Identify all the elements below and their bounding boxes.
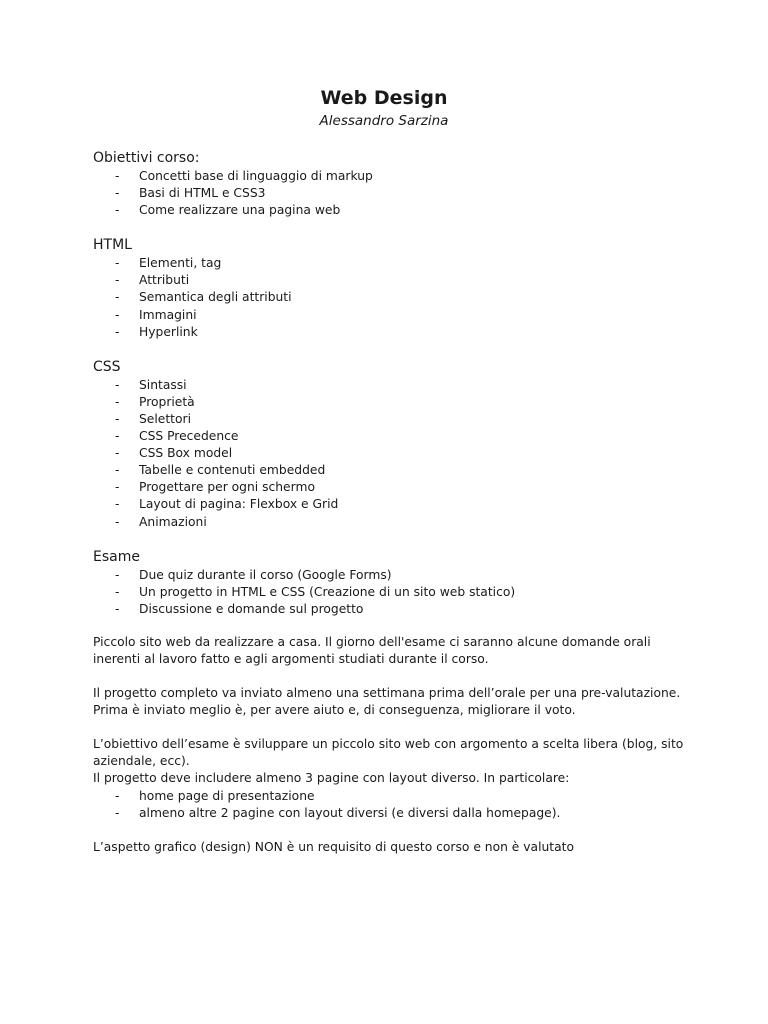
list-item: - Selettori (115, 411, 191, 426)
list-item: - Layout di pagina: Flexbox e Grid (115, 497, 339, 512)
section-esame (93, 547, 693, 618)
paragraph-invio-progetto (93, 685, 693, 719)
document-title: Web Design (320, 87, 448, 109)
list-item: - Come realizzare una pagina web (115, 203, 341, 218)
paragraph-text: L’obiettivo dell’esame è sviluppare un piccolo sito web con argomento a scelta libera (blog, sito aziendale, ecc). (93, 737, 684, 769)
requirements-list (93, 788, 693, 822)
paragraph-text: Il progetto deve includere almeno 3 pagine con layout diverso. In particolare: (93, 771, 570, 786)
section-list (93, 168, 693, 219)
list-item: - Basi di HTML e CSS3 (115, 186, 266, 201)
section-heading: HTML (93, 237, 132, 254)
section-heading: CSS (93, 358, 121, 375)
list-item: - Elementi, tag (115, 256, 222, 271)
list-item: - Attributi (115, 273, 190, 288)
list-item: - almeno altre 2 pagine con layout diversi (e diversi dalla homepage). (115, 805, 561, 820)
paragraph-text: Piccolo sito web da realizzare a casa. Il giorno dell'esame ci saranno alcune domande orali inerenti al lavoro fatto e agli argomenti studiati durante il corso. (93, 634, 651, 666)
list-item: - home page di presentazione (115, 788, 315, 803)
list-item: - Tabelle e contenuti embedded (115, 463, 326, 478)
section-html (93, 235, 693, 340)
paragraph-text: Il progetto completo va inviato almeno una settimana prima dell’orale per una pre-valutazione. Prima è inviato meglio è, per avere aiuto e, di conseguenza, migliorare il voto. (93, 686, 681, 718)
list-item: - Semantica degli attributi (115, 290, 292, 305)
list-item: - Progettare per ogni schermo (115, 480, 315, 495)
list-item: - CSS Precedence (115, 429, 239, 444)
list-item: - Proprietà (115, 394, 195, 409)
section-list (93, 255, 693, 340)
section-heading: Esame (93, 548, 140, 565)
list-item: - Immagini (115, 307, 197, 322)
list-item: - Due quiz durante il corso (Google Forms) (115, 567, 392, 582)
paragraph-obiettivo-esame (93, 736, 693, 821)
list-item: - CSS Box model (115, 446, 233, 461)
section-obiettivi (93, 148, 693, 219)
paragraph-text: L’aspetto grafico (design) NON è un requisito di questo corso e non è valutato (93, 839, 575, 854)
list-item: - Concetti base di linguaggio di markup (115, 169, 373, 183)
list-item: - Animazioni (115, 514, 207, 529)
list-item: - Hyperlink (115, 324, 198, 339)
document-author: Alessandro Sarzina (319, 113, 449, 129)
section-css (93, 357, 693, 531)
document-body (93, 148, 693, 873)
section-list (93, 567, 693, 618)
section-list (93, 377, 693, 531)
list-item: - Discussione e domande sul progetto (115, 601, 364, 616)
list-item: - Un progetto in HTML e CSS (Creazione di un sito web statico) (115, 584, 516, 599)
paragraph-sito-web (93, 634, 693, 668)
list-item: - Sintassi (115, 377, 187, 392)
section-heading: Obiettivi corso: (93, 150, 200, 166)
paragraph-design-note (93, 839, 693, 856)
